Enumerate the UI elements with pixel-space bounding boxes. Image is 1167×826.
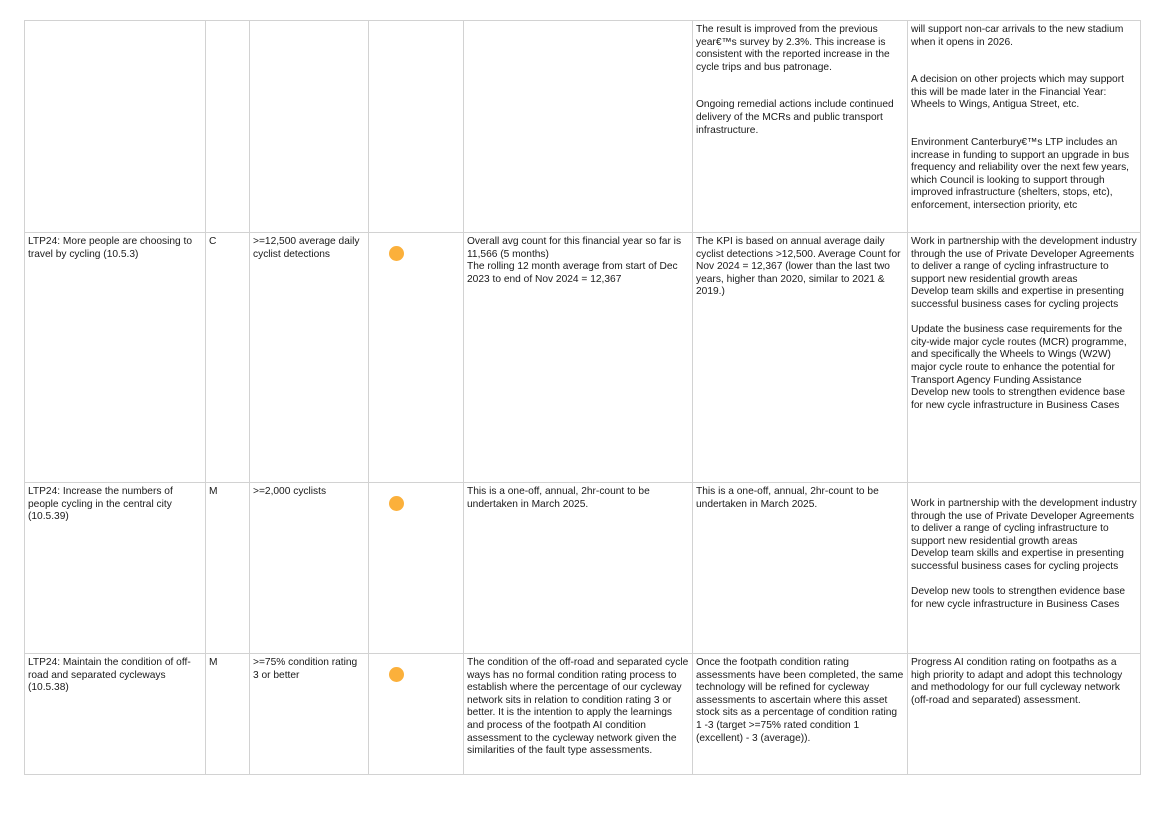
measure-cell [25, 483, 206, 654]
actions-text: Environment Canterbury€™s LTP includes an increase in funding to support an upgrade in bus frequency and reliability over the next few years, which Council is looking to support through improved infrastructure (shelters, stops, etc), enforcement, intersection priority, etc [911, 136, 1130, 211]
level-cell [206, 483, 250, 654]
commentary-cell [693, 21, 908, 233]
status-cell [369, 233, 464, 483]
actual-cell [464, 21, 693, 233]
table-row [25, 654, 1141, 775]
measure-text: LTP24: Increase the numbers of people cycling in the central city (10.5.39) [28, 486, 173, 523]
actual-text: This is a one-off, annual, 2hr-count to be undertaken in March 2025. [467, 486, 650, 510]
actions-text: Develop new tools to strengthen evidence base for new cycle infrastructure in Business Cases [911, 586, 1126, 610]
target-text: >=12,500 average daily cyclist detections [253, 236, 360, 260]
status-cell [369, 483, 464, 654]
measure-cell [25, 21, 206, 233]
commentary-text: Ongoing remedial actions include continued delivery of the MCRs and public transport infrastructure. [696, 99, 894, 136]
actual-cell [464, 233, 693, 483]
commentary-text: The KPI is based on annual average daily cyclist detections >12,500. Average Count for Nov 2024 = 12,367 (lower than the last two years, higher than 2020, similar to 2021 & 2019.) [696, 236, 901, 298]
target-cell [250, 483, 369, 654]
target-text: >=2,000 cyclists [253, 486, 327, 497]
actions-text: Work in partnership with the development industry through the use of Private Developer Agreements to deliver a range of cycling infrastructure to support new residential growth areas Develop team skills and expertise in presenting successful business cases for cycling projects [911, 498, 1137, 572]
level-cell [206, 654, 250, 775]
status-indicator [389, 496, 404, 511]
table-row [25, 21, 1141, 233]
actions-cell [908, 483, 1141, 654]
commentary-cell [693, 483, 908, 654]
measure-cell [25, 654, 206, 775]
actual-text: Overall avg count for this financial year so far is 11,566 (5 months) [467, 236, 682, 260]
actions-cell [908, 233, 1141, 483]
target-cell [250, 233, 369, 483]
level-text: M [209, 486, 218, 497]
commentary-cell [693, 654, 908, 775]
measure-cell [25, 233, 206, 483]
commentary-text: The result is improved from the previous year€™s survey by 2.3%. This increase is consistent with the reported increase in the cycle trips and bus patronage. [696, 24, 890, 73]
status-cell [369, 21, 464, 233]
actual-cell [464, 654, 693, 775]
level-text: C [209, 236, 217, 247]
target-cell [250, 21, 369, 233]
table-row [25, 483, 1141, 654]
actual-cell [464, 483, 693, 654]
level-cell [206, 233, 250, 483]
actions-text: A decision on other projects which may support this will be made later in the Financial Year: Wheels to Wings, Antigua Street, etc. [911, 74, 1124, 111]
commentary-cell [693, 233, 908, 483]
actions-text: Update the business case requirements for the city-wide major cycle routes (MCR) programme, and specifically the Wheels to Wings (W2W) major cycle route to enhance the potential for Transport Agency Funding Assistance Develop new tools to strengthen evidence base for new cycle infrastructure in Business Cases [911, 324, 1127, 411]
table-row [25, 233, 1141, 483]
status-cell [369, 654, 464, 775]
target-text: >=75% condition rating 3 or better [253, 657, 358, 681]
commentary-text: This is a one-off, annual, 2hr-count to be undertaken in March 2025. [696, 486, 879, 510]
measure-text: LTP24: More people are choosing to travel by cycling (10.5.3) [28, 236, 193, 260]
actions-text: will support non-car arrivals to the new stadium when it opens in 2026. [911, 24, 1124, 48]
measure-text: LTP24: Maintain the condition of off-road and separated cycleways (10.5.38) [28, 657, 191, 694]
status-indicator [389, 667, 404, 682]
level-text: M [209, 657, 218, 668]
actual-text: The rolling 12 month average from start of Dec 2023 to end of Nov 2024 = 12,367 [467, 261, 678, 285]
actions-cell [908, 21, 1141, 233]
actions-text: Work in partnership with the development industry through the use of Private Developer Agreements to deliver a range of cycling infrastructure to support new residential growth areas Develop team skills and expertise in presenting successful business cases for cycling projects [911, 236, 1137, 310]
level-cell [206, 21, 250, 233]
actual-text: The condition of the off-road and separated cycle ways has no formal condition rating process to establish where the percentage of our cycleway network sits in relation to condition rating 3 or better. It is the intention to apply the learnings and process of the footpath AI condition assessment to the cycleway network given the similarities of the fault type assessments. [467, 657, 689, 757]
target-cell [250, 654, 369, 775]
kpi-table [24, 20, 1141, 775]
actions-text: Progress AI condition rating on footpaths as a high priority to adapt and adopt this technology and methodology for our full cycleway network (off-road and separated) assessment. [911, 657, 1123, 706]
status-indicator [389, 246, 404, 261]
actions-cell [908, 654, 1141, 775]
commentary-text: Once the footpath condition rating assessments have been completed, the same technology will be refined for cycleway assessments to ascertain where this asset stock sits as a percentage of condition rating 1 -3 (target >=75% rated condition 1 (excellent) - 3 (average)). [696, 657, 904, 744]
